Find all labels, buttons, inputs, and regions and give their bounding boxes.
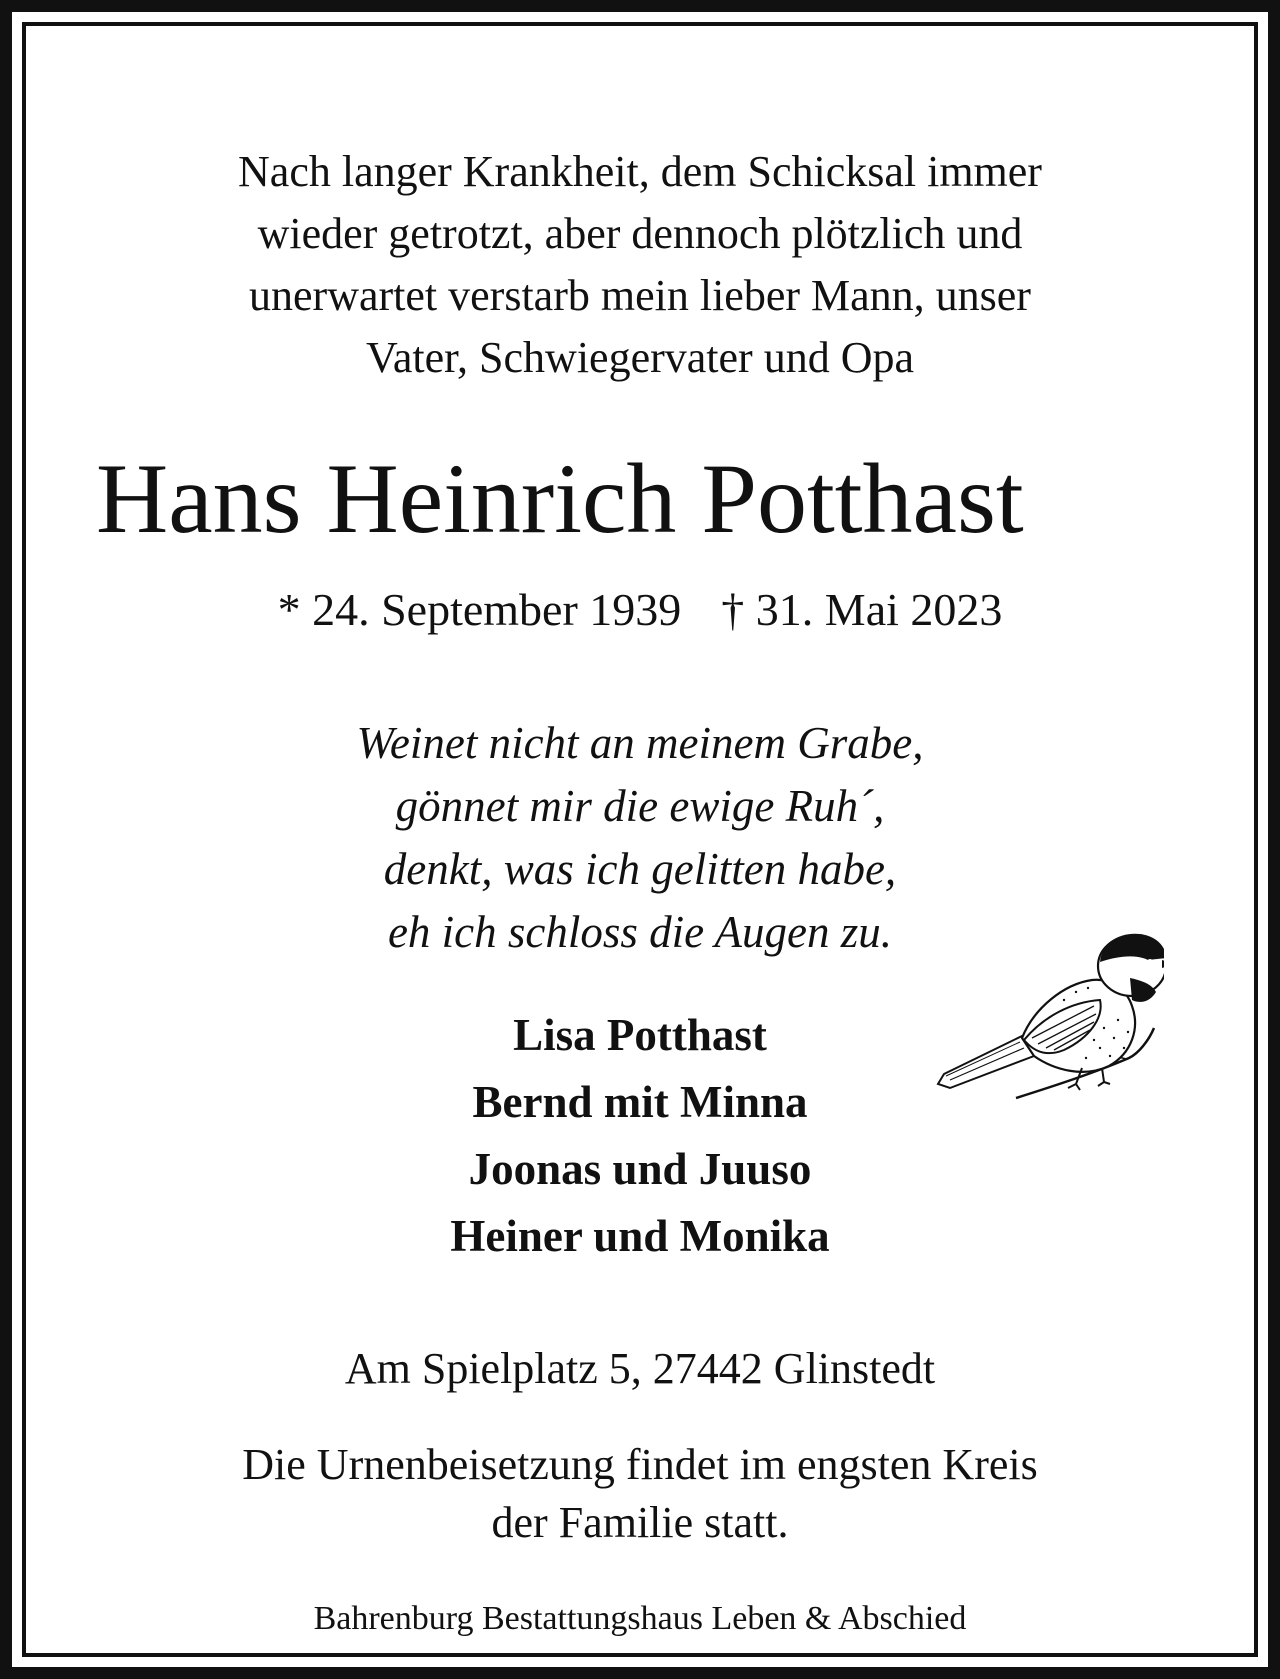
mourner-name: Heiner und Monika [450,1211,830,1261]
poem-line: Weinet nicht an meinem Grabe, [356,718,924,768]
mourner-name: Lisa Potthast [513,1010,767,1060]
intro-line: unerwartet verstarb mein lieber Mann, unser [249,271,1031,320]
life-dates [26,580,1254,640]
intro-text [26,141,1254,389]
burial-note-line: der Familie statt. [491,1498,789,1547]
chickadee-bird-icon [904,888,1164,1108]
intro-line: Nach langer Krankheit, dem Schicksal immer [238,147,1042,196]
burial-note [26,1436,1254,1552]
funeral-home: Bahrenburg Bestattungshaus Leben & Abschied [313,1600,967,1637]
family-address: Am Spielplatz 5, 27442 Glinstedt [344,1344,936,1393]
poem-line: denkt, was ich gelitten habe, [383,844,897,894]
mourner-name: Bernd mit Minna [472,1077,808,1127]
intro-line: Vater, Schwiegervater und Opa [365,333,915,382]
mourner-name: Joonas und Juuso [468,1144,812,1194]
birth-date: * 24. September 1939 [277,584,682,635]
poem-line: gönnet mir die ewige Ruh´, [395,781,885,831]
intro-line: wieder getrotzt, aber dennoch plötzlich und [257,209,1023,258]
poem-line: eh ich schloss die Augen zu. [387,907,893,957]
burial-note-line: Die Urnenbeisetzung findet im engsten Kreis [242,1440,1038,1489]
deceased-name: Hans Heinrich Potthast [96,443,1024,554]
death-date: † 31. Mai 2023 [721,584,1003,635]
